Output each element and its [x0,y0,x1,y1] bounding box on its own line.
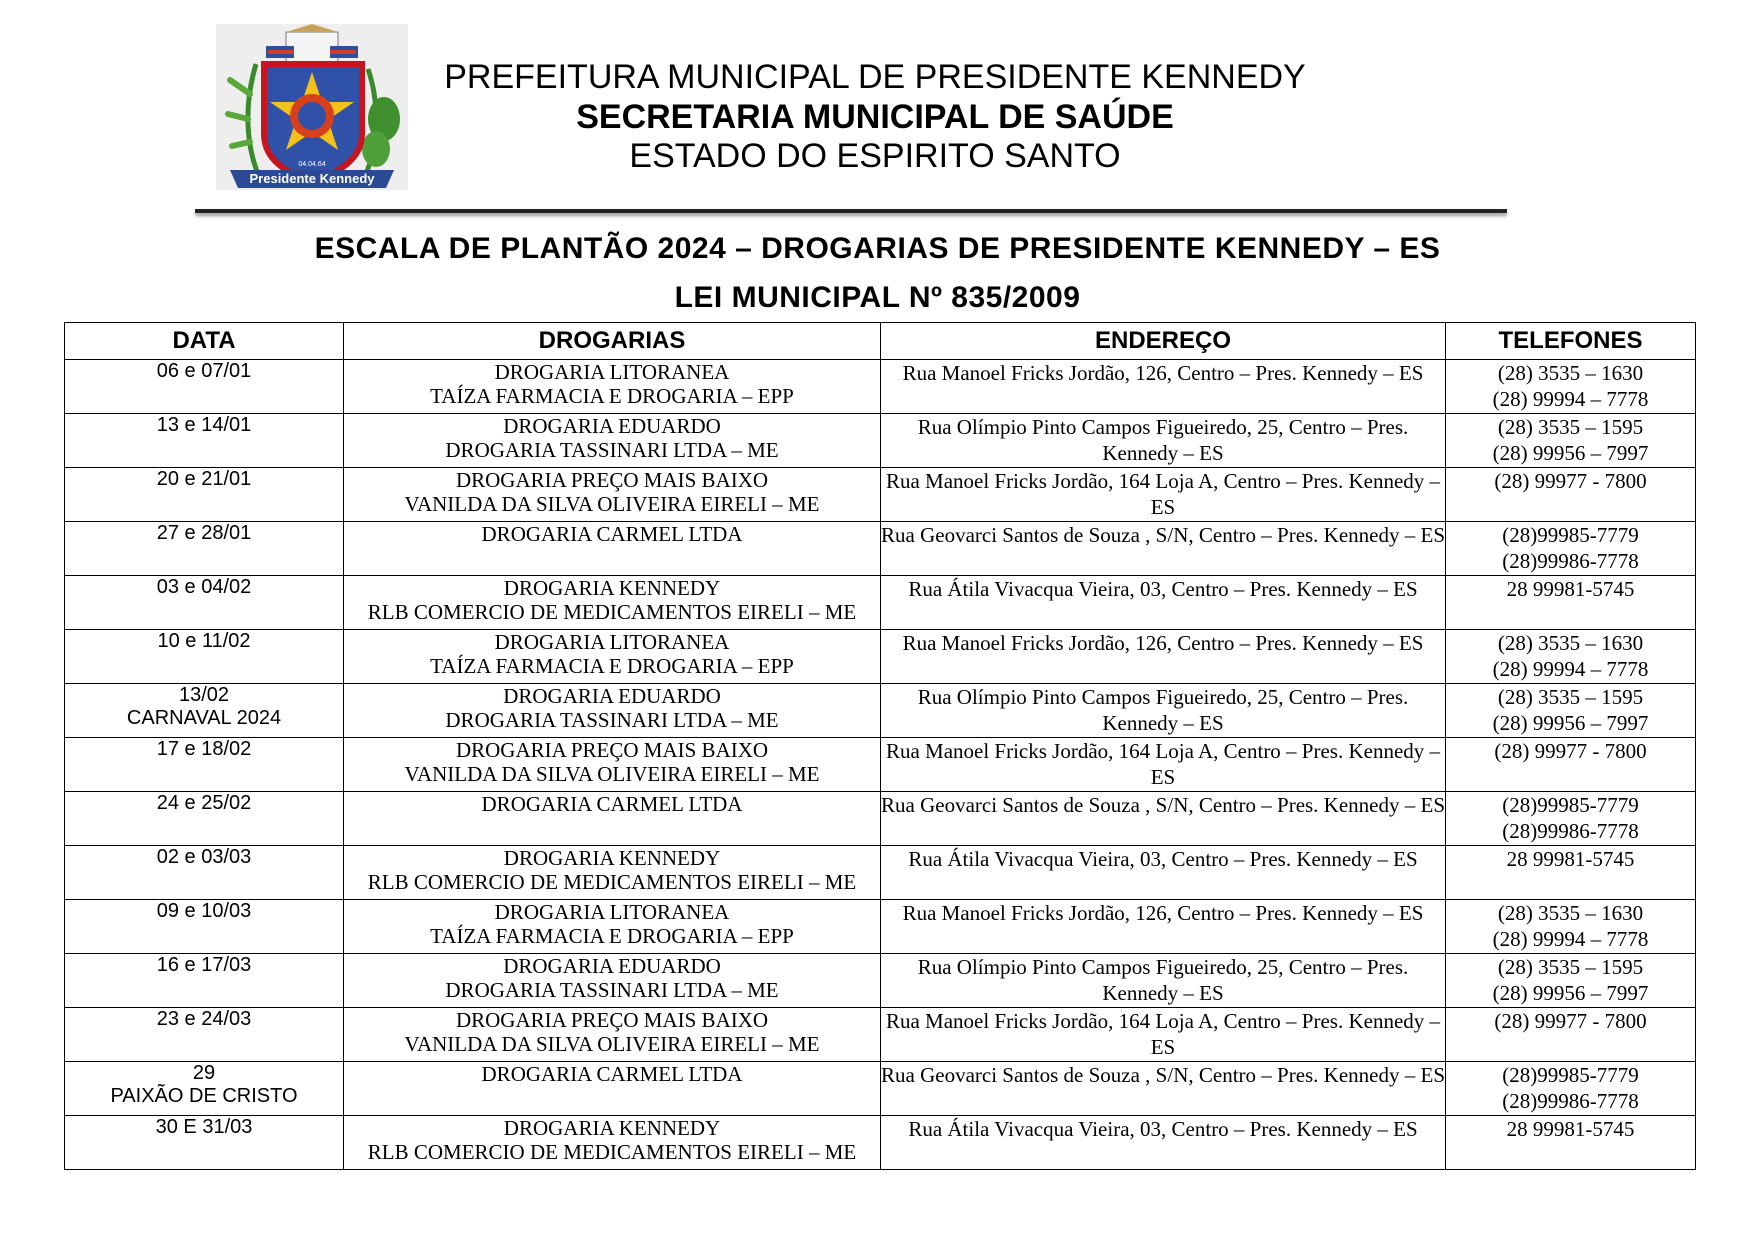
address-cell: Rua Geovarci Santos de Souza , S/N, Centro – Pres. Kennedy – ES [881,522,1446,576]
drugstore-cell-line: DROGARIA KENNEDY [503,576,721,600]
address-cell: Rua Manoel Fricks Jordão, 164 Loja A, Centro – Pres. Kennedy – ES [881,1008,1446,1062]
drugstore-cell-line: DROGARIA PREÇO MAIS BAIXO [455,1008,769,1032]
drugstore-cell-line: DROGARIA EDUARDO [503,954,721,978]
phone-cell-line: (28) 99994 – 7778 [1492,927,1649,951]
drugstore-cell [344,1008,881,1062]
phone-cell [1446,738,1696,792]
table-row [65,360,1696,414]
address-cell: Rua Átila Vivacqua Vieira, 03, Centro – Pres. Kennedy – ES [881,846,1446,900]
date-cell-line: 20 e 21/01 [156,468,252,490]
address-cell: Rua Manoel Fricks Jordão, 126, Centro – Pres. Kennedy – ES [881,360,1446,414]
phone-cell-line: (28)99986-7778 [1502,1089,1639,1113]
drugstore-cell-line: DROGARIA CARMEL LTDA [481,1062,743,1086]
phone-cell-line: (28)99986-7778 [1502,819,1639,843]
phone-cell-line: (28) 3535 – 1595 [1497,685,1644,709]
duty-schedule-table [64,322,1696,1170]
date-cell [65,900,344,954]
drugstore-cell-line: TAÍZA FARMACIA E DROGARIA – EPP [430,654,794,678]
date-cell-line: 27 e 28/01 [156,522,252,544]
phone-cell [1446,1062,1696,1116]
phone-cell-line: (28) 99956 – 7997 [1492,441,1649,465]
phone-cell-line: (28) 3535 – 1595 [1497,415,1644,439]
address-cell: Rua Manoel Fricks Jordão, 126, Centro – Pres. Kennedy – ES [881,900,1446,954]
address-cell: Rua Geovarci Santos de Souza , S/N, Centro – Pres. Kennedy – ES [881,792,1446,846]
phone-cell [1446,846,1696,900]
drugstore-cell-line: TAÍZA FARMACIA E DROGARIA – EPP [430,384,794,408]
date-cell [65,954,344,1008]
table-header-row [65,323,1696,360]
address-cell: Rua Olímpio Pinto Campos Figueiredo, 25, Centro – Pres. Kennedy – ES [881,414,1446,468]
date-cell-line: 09 e 10/03 [156,900,252,922]
phone-cell-line: (28)99985-7779 [1502,793,1639,817]
phone-cell-line: 28 99981-5745 [1506,847,1635,871]
phone-cell-line: 28 99981-5745 [1506,577,1635,601]
date-cell [65,414,344,468]
drugstore-cell [344,900,881,954]
drugstore-cell-line: DROGARIA LITORANEA [494,900,730,924]
logo-caption: Presidente Kennedy [249,171,375,186]
drugstore-cell [344,522,881,576]
date-cell-line: 24 e 25/02 [156,792,252,814]
drugstore-cell [344,1116,881,1170]
header-state: ESTADO DO ESPIRITO SANTO [629,137,1121,175]
date-cell-line: 13 e 14/01 [156,414,252,436]
drugstore-cell-line: DROGARIA TASSINARI LTDA – ME [445,708,779,732]
column-header-date: DATA [65,323,344,360]
phone-cell [1446,414,1696,468]
phone-cell-line: (28) 99977 - 7800 [1494,469,1647,493]
drugstore-cell-line: VANILDA DA SILVA OLIVEIRA EIRELI – ME [404,492,820,516]
date-cell [65,1008,344,1062]
date-cell-line: CARNAVAL 2024 [126,707,282,729]
date-cell [65,738,344,792]
phone-cell-line: (28) 99956 – 7997 [1492,981,1649,1005]
drugstore-cell [344,954,881,1008]
drugstore-cell-line: DROGARIA TASSINARI LTDA – ME [445,978,779,1002]
phone-cell-line: (28)99986-7778 [1502,549,1639,573]
phone-cell-line: (28) 3535 – 1630 [1497,901,1644,925]
phone-cell [1446,954,1696,1008]
column-header-drugstores: DROGARIAS [344,323,881,360]
phone-cell-line: (28)99985-7779 [1502,1063,1639,1087]
date-cell [65,1062,344,1116]
date-cell-line: 13/02 [178,684,230,706]
date-cell-line: PAIXÃO DE CRISTO [110,1085,298,1107]
date-cell [65,1116,344,1170]
column-header-phones: TELEFONES [1446,323,1696,360]
phone-cell [1446,684,1696,738]
phone-cell-line: (28) 3535 – 1595 [1497,955,1644,979]
document-subtitle-law: LEI MUNICIPAL Nº 835/2009 [674,281,1081,314]
header-secretariat: SECRETARIA MUNICIPAL DE SAÚDE [576,98,1174,136]
svg-text:04.04.64: 04.04.64 [298,161,326,168]
drugstore-cell [344,468,881,522]
drugstore-cell [344,1062,881,1116]
drugstore-cell-line: DROGARIA EDUARDO [503,684,721,708]
drugstore-cell-line: DROGARIA TASSINARI LTDA – ME [445,438,779,462]
address-cell: Rua Átila Vivacqua Vieira, 03, Centro – Pres. Kennedy – ES [881,576,1446,630]
date-cell [65,522,344,576]
phone-cell-line: (28) 3535 – 1630 [1497,361,1644,385]
date-cell [65,576,344,630]
table-row [65,738,1696,792]
drugstore-cell [344,846,881,900]
header-divider [195,209,1507,213]
date-cell-line: 29 [192,1062,216,1084]
phone-cell-line: (28) 3535 – 1630 [1497,631,1644,655]
address-cell: Rua Geovarci Santos de Souza , S/N, Centro – Pres. Kennedy – ES [881,1062,1446,1116]
drugstore-cell-line: DROGARIA EDUARDO [503,414,721,438]
phone-cell-line: (28) 99956 – 7997 [1492,711,1649,735]
date-cell [65,630,344,684]
phone-cell-line: (28) 99994 – 7778 [1492,657,1649,681]
date-cell [65,792,344,846]
date-cell-line: 30 E 31/03 [155,1116,253,1138]
date-cell-line: 17 e 18/02 [156,738,252,760]
date-cell-line: 23 e 24/03 [156,1008,252,1030]
drugstore-cell-line: VANILDA DA SILVA OLIVEIRA EIRELI – ME [404,1032,820,1056]
drugstore-cell-line: DROGARIA LITORANEA [494,630,730,654]
table-row [65,1062,1696,1116]
column-header-address: ENDEREÇO [881,323,1446,360]
drugstore-cell [344,684,881,738]
phone-cell [1446,522,1696,576]
table-row [65,576,1696,630]
date-cell-line: 16 e 17/03 [156,954,252,976]
drugstore-cell [344,792,881,846]
table-row [65,630,1696,684]
address-cell: Rua Manoel Fricks Jordão, 164 Loja A, Centro – Pres. Kennedy – ES [881,468,1446,522]
table-row [65,684,1696,738]
date-cell-line: 03 e 04/02 [156,576,252,598]
header-municipality: PREFEITURA MUNICIPAL DE PRESIDENTE KENNEDY [444,58,1306,96]
phone-cell [1446,900,1696,954]
table-row [65,792,1696,846]
address-cell: Rua Manoel Fricks Jordão, 126, Centro – Pres. Kennedy – ES [881,630,1446,684]
drugstore-cell-line: VANILDA DA SILVA OLIVEIRA EIRELI – ME [404,762,820,786]
phone-cell-line: (28) 99994 – 7778 [1492,387,1649,411]
date-cell [65,684,344,738]
phone-cell-line: (28) 99977 - 7800 [1494,1009,1647,1033]
date-cell-line: 10 e 11/02 [157,630,251,652]
date-cell-line: 06 e 07/01 [156,360,252,382]
address-cell: Rua Manoel Fricks Jordão, 164 Loja A, Centro – Pres. Kennedy – ES [881,738,1446,792]
table-body [65,360,1696,1170]
table-row [65,1116,1696,1170]
table-row [65,1008,1696,1062]
drugstore-cell-line: DROGARIA CARMEL LTDA [481,522,743,546]
table-row [65,414,1696,468]
drugstore-cell [344,738,881,792]
phone-cell [1446,1116,1696,1170]
table-row [65,846,1696,900]
phone-cell-line: 28 99981-5745 [1506,1117,1635,1141]
address-cell: Rua Olímpio Pinto Campos Figueiredo, 25, Centro – Pres. Kennedy – ES [881,954,1446,1008]
drugstore-cell-line: DROGARIA LITORANEA [494,360,730,384]
drugstore-cell [344,414,881,468]
drugstore-cell [344,576,881,630]
date-cell-line: 02 e 03/03 [156,846,252,868]
date-cell [65,846,344,900]
drugstore-cell [344,360,881,414]
phone-cell [1446,360,1696,414]
phone-cell-line: (28) 99977 - 7800 [1494,739,1647,763]
table-row [65,900,1696,954]
address-cell: Rua Átila Vivacqua Vieira, 03, Centro – Pres. Kennedy – ES [881,1116,1446,1170]
drugstore-cell-line: RLB COMERCIO DE MEDICAMENTOS EIRELI – ME [367,600,857,624]
drugstore-cell [344,630,881,684]
phone-cell-line: (28)99985-7779 [1502,523,1639,547]
drugstore-cell-line: DROGARIA PREÇO MAIS BAIXO [455,468,769,492]
phone-cell [1446,792,1696,846]
drugstore-cell-line: RLB COMERCIO DE MEDICAMENTOS EIRELI – ME [367,870,857,894]
date-cell [65,360,344,414]
drugstore-cell-line: DROGARIA KENNEDY [503,1116,721,1140]
table-row [65,468,1696,522]
phone-cell [1446,630,1696,684]
phone-cell [1446,576,1696,630]
drugstore-cell-line: RLB COMERCIO DE MEDICAMENTOS EIRELI – ME [367,1140,857,1164]
drugstore-cell-line: DROGARIA CARMEL LTDA [481,792,743,816]
drugstore-cell-line: DROGARIA PREÇO MAIS BAIXO [455,738,769,762]
document-title: ESCALA DE PLANTÃO 2024 – DROGARIAS DE PRESIDENTE KENNEDY – ES [314,232,1441,265]
date-cell [65,468,344,522]
address-cell: Rua Olímpio Pinto Campos Figueiredo, 25, Centro – Pres. Kennedy – ES [881,684,1446,738]
phone-cell [1446,1008,1696,1062]
drugstore-cell-line: DROGARIA KENNEDY [503,846,721,870]
table-row [65,522,1696,576]
drugstore-cell-line: TAÍZA FARMACIA E DROGARIA – EPP [430,924,794,948]
phone-cell [1446,468,1696,522]
table-row [65,954,1696,1008]
